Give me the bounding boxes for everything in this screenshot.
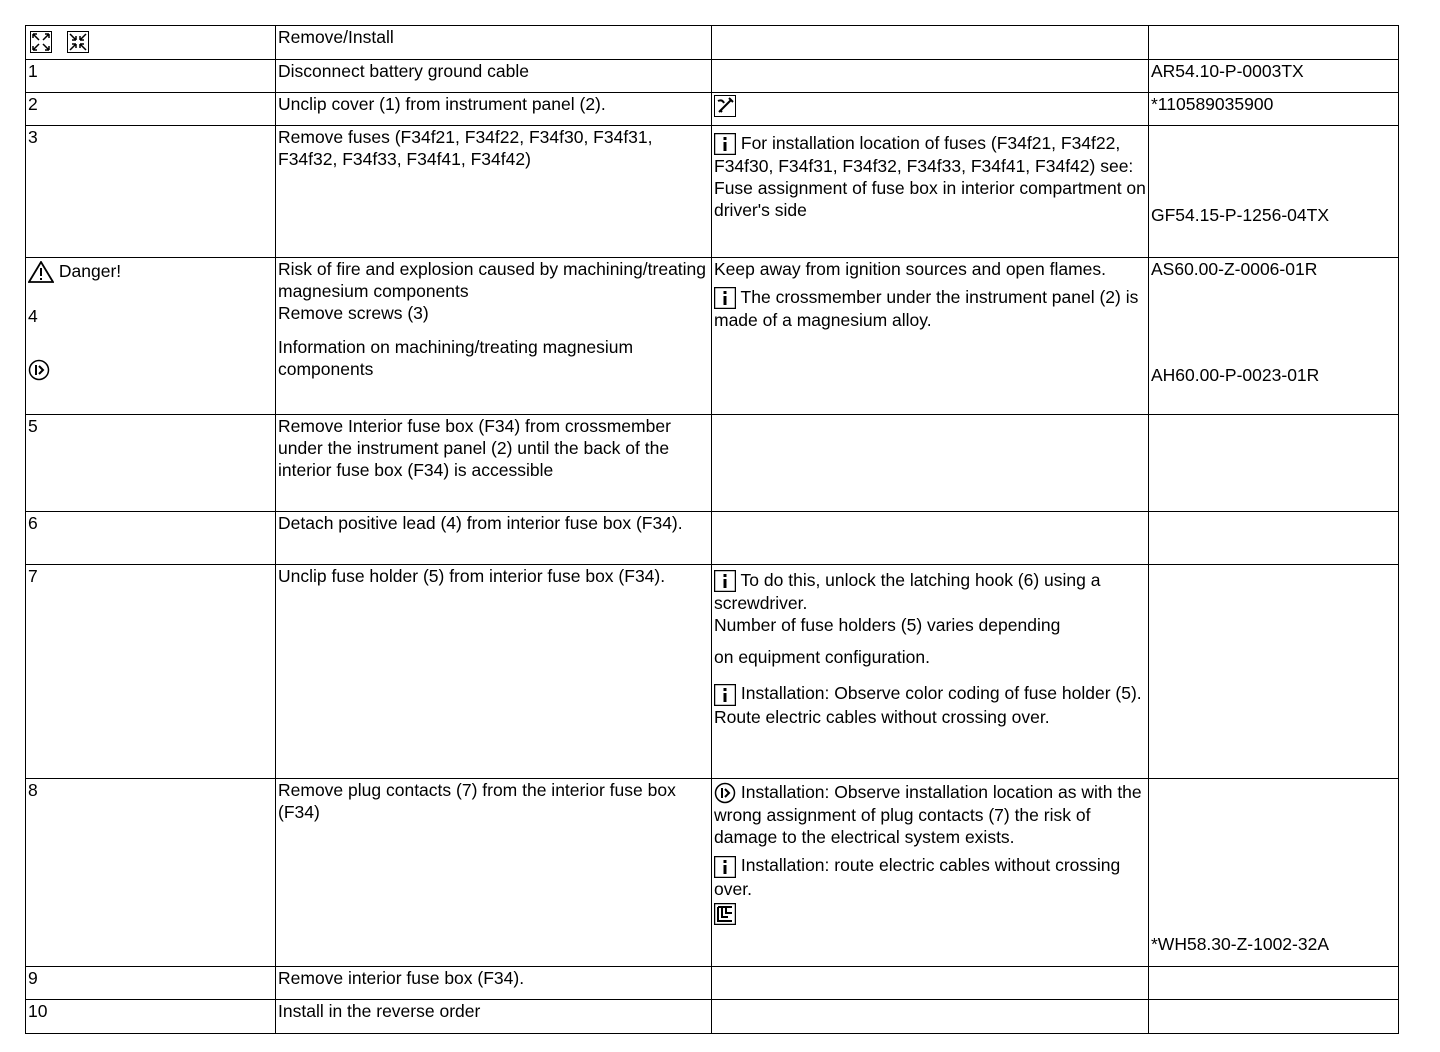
step-row-9 [26, 967, 1399, 1000]
step-reference [1149, 1000, 1399, 1034]
step-number: 7 [26, 565, 276, 779]
note-text-2b: Route electric cables without crossing over. [714, 706, 1050, 727]
step-action: Remove Interior fuse box (F34) from crossmember under the instrument panel (2) until the back of the interior fuse box (F34) is accessible [276, 415, 712, 512]
safety-text: Keep away from ignition sources and open flames. [714, 259, 1107, 279]
step-note [712, 60, 1149, 93]
reference-link[interactable]: GF54.15-P-1256-04TX [1151, 205, 1330, 225]
step-action: Disconnect battery ground cable [276, 60, 712, 93]
step-note [712, 415, 1149, 512]
step-reference [1149, 967, 1399, 1000]
note-text: For installation location of fuses (F34f21, F34f22, F34f30, F34f31, F34f32, F34f33, F34f41, F34f42) see: [714, 133, 1134, 177]
step-reference[interactable]: AR54.10-P-0003TX [1149, 60, 1399, 93]
danger-label: Danger! [58, 261, 122, 281]
step-row-7 [26, 565, 1399, 779]
step-note [712, 1000, 1149, 1034]
tool-icon[interactable] [714, 95, 736, 117]
step-row-6 [26, 512, 1399, 565]
step-number: 10 [26, 1000, 276, 1034]
info-icon [714, 684, 736, 706]
step-action: Remove plug contacts (7) from the interior fuse box (F34) [276, 779, 712, 967]
header-icons-cell [26, 26, 276, 60]
step-number: 3 [26, 126, 276, 258]
collapse-icon[interactable] [67, 31, 89, 53]
step-action-cell [276, 258, 712, 415]
warning-icon [28, 261, 54, 283]
info-arrow-icon [714, 782, 736, 804]
step-action: Remove interior fuse box (F34). [276, 967, 712, 1000]
step-note [712, 565, 1149, 779]
step-reference [1149, 415, 1399, 512]
step-number: 9 [26, 967, 276, 1000]
info-icon [714, 570, 736, 592]
step-row-4 [26, 258, 1399, 415]
step-number: 8 [26, 779, 276, 967]
step-note [712, 93, 1149, 126]
step-row-8 [26, 779, 1399, 967]
header-row [26, 26, 1399, 60]
step-reference [1149, 512, 1399, 565]
step-number: 4 [28, 306, 38, 327]
step-row-5 [26, 415, 1399, 512]
step-note [712, 967, 1149, 1000]
step-action: Detach positive lead (4) from interior fuse box (F34). [276, 512, 712, 565]
info-icon [714, 856, 736, 878]
step-number: 6 [26, 512, 276, 565]
risk-text: Risk of fire and explosion caused by machining/treating magnesium components [278, 259, 707, 301]
step-action: Install in the reverse order [276, 1000, 712, 1034]
reference-link[interactable]: AS60.00-Z-0006-01R [1151, 259, 1318, 279]
step-number: 5 [26, 415, 276, 512]
note-text-b: Number of fuse holders (5) varies depending [714, 615, 1061, 636]
step-number: 1 [26, 60, 276, 93]
header-blank-4 [1149, 26, 1399, 60]
step-action: Unclip cover (1) from instrument panel (2). [276, 93, 712, 126]
step-row-10 [26, 1000, 1399, 1034]
step-number: 2 [26, 93, 276, 126]
note-text-2: Installation: Observe color coding of fuse holder (5). [740, 683, 1142, 704]
info-arrow-icon [28, 359, 50, 381]
note-text-2: Installation: route electric cables without crossing over. [714, 855, 1121, 899]
header-blank-3 [712, 26, 1149, 60]
step-note [712, 512, 1149, 565]
info-icon [714, 133, 736, 155]
step-reference[interactable]: *110589035900 [1149, 93, 1399, 126]
step-reference [1149, 779, 1399, 967]
note-text-c: on equipment configuration. [714, 647, 930, 668]
step-action: Unclip fuse holder (5) from interior fuse box (F34). [276, 565, 712, 779]
note-text: The crossmember under the instrument panel (2) is made of a magnesium alloy. [714, 287, 1139, 331]
step-reference [1149, 565, 1399, 779]
procedure-table [25, 25, 1399, 1034]
step-reference [1149, 126, 1399, 258]
header-title: Remove/Install [276, 26, 712, 60]
info-action-text: Information on machining/treating magnesium components [278, 337, 634, 379]
step-action: Remove fuses (F34f21, F34f22, F34f30, F34f31, F34f32, F34f33, F34f41, F34f42) [276, 126, 712, 258]
expand-icon[interactable] [30, 31, 52, 53]
reference-link[interactable]: AH60.00-P-0023-01R [1151, 365, 1320, 385]
step-row-1 [26, 60, 1399, 93]
info-icon [714, 287, 736, 309]
step-row-3 [26, 126, 1399, 258]
note-text: Installation: Observe installation location as with the wrong assignment of plug contacts (7) the risk of damage to the electrical system exists. [714, 782, 1142, 848]
wiring-diagram-icon[interactable] [714, 903, 736, 925]
step-row-2 [26, 93, 1399, 126]
step-note [712, 126, 1149, 258]
note-text: To do this, unlock the latching hook (6) using a screwdriver. [714, 570, 1101, 614]
note-text-2: Fuse assignment of fuse box in interior compartment on driver's side [714, 178, 1146, 221]
step-note [712, 258, 1149, 415]
step-reference [1149, 258, 1399, 415]
step-action: Remove screws (3) [278, 303, 429, 323]
step-note [712, 779, 1149, 967]
step-number-cell [26, 258, 276, 415]
reference-link[interactable]: *WH58.30-Z-1002-32A [1151, 934, 1329, 954]
